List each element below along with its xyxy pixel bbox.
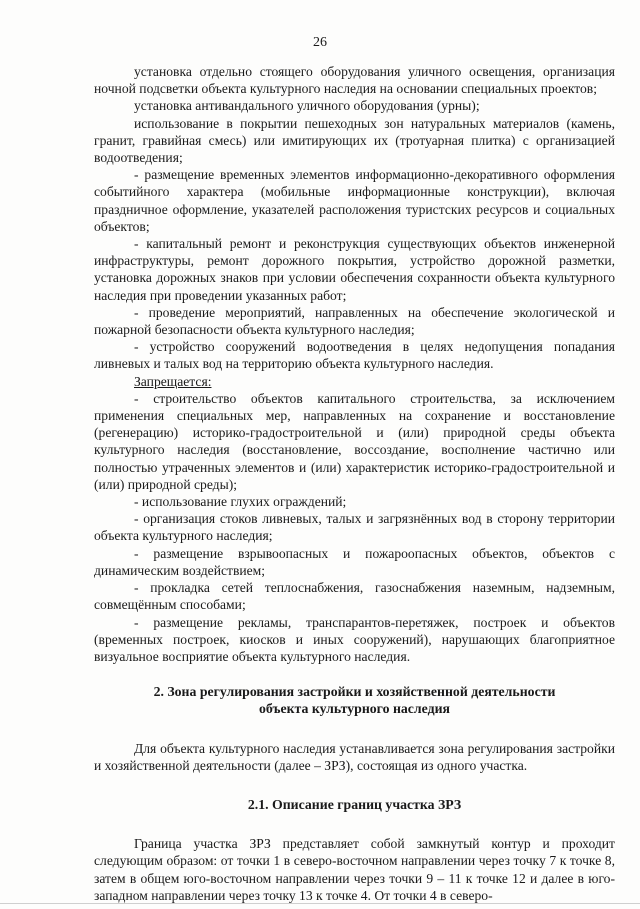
paragraph: - использование глухих ограждений; <box>134 494 347 510</box>
paragraph: - устройство сооружений водоотведения в целях недопущения попадания ливневых и талых вод на территорию объекта культурного наследия. <box>94 339 615 372</box>
spacer <box>94 774 615 796</box>
paragraph: - проведение мероприятий, направленных на обеспечение экологической и пожарной безопасности объекта культурного наследия; <box>94 304 615 338</box>
section-2-title <box>94 683 615 717</box>
paragraph: установка отдельно стоящего оборудования уличного освещения, организация ночной подсветки объекта культурного наследия на основании специальных проектов; <box>94 64 615 97</box>
paragraph: - размещение рекламы, транспарантов-перетяжек, построек и объектов (временных построек, киосков и иных сооружений), нарушающих благоприятное визуальное восприятие объекта культурного наследия. <box>94 614 615 664</box>
spacer <box>94 813 615 835</box>
section-2-1-title: 2.1. Описание границ участка ЗРЗ <box>247 796 462 812</box>
paragraph: - капитальный ремонт и реконструкция существующих объектов инженерной инфраструктуры, ремонт дорожного покрытия, устройство дорожной разметки, установка дорожных знаков при условии обеспечения сохранности объекта культурного наследия при проведении указанных работ; <box>94 236 615 303</box>
paragraph: - размещение взрывоопасных и пожароопасных объектов, объектов с динамическим воздействием; <box>94 545 615 578</box>
section-2-title-line1: 2. Зона регулирования застройки и хозяйственной деятельности <box>153 684 556 700</box>
forbidden-heading-line <box>94 373 615 390</box>
section-2-1-paragraph: Граница участка ЗРЗ представляет собой замкнутый контур и проходит следующим образом: от точки 1 в северо-восточном направлении через точку 7 к точке 8, затем в общем юго-восточном направлении через точки 9 – 11 к точке 12 и далее в юго-западном направлении через точку 13 к точке 4. От точки 4 в северо- <box>94 836 615 903</box>
paragraph: - организация стоков ливневых, талых и загрязнённых вод в сторону территории объекта культурного наследия; <box>94 511 615 544</box>
document-body <box>94 63 615 904</box>
paragraph: - прокладка сетей теплоснабжения, газоснабжения наземным, надземным, совмещённым способами; <box>94 580 615 613</box>
paragraph: установка антивандального уличного оборудования (урны); <box>134 98 480 114</box>
page-number: 26 <box>313 35 327 50</box>
paragraph: использование в покрытии пешеходных зон натуральных материалов (камень, гранит, гравийная смесь) или имитирующих их (тротуарная плитка) с организацией водоотведения; <box>94 115 615 166</box>
paragraph: - размещение временных элементов информационно-декоративного оформления событийного характера (мобильные информационные конструкции), включая праздничное оформление, указателей расположения туристских ресурсов и социальных объектов; <box>94 167 615 234</box>
scan-edge-line <box>0 903 640 904</box>
section-2-paragraph: Для объекта культурного наследия устанавливается зона регулирования застройки и хозяйственной деятельности (далее – ЗРЗ), состоящая из одного участка. <box>94 740 615 773</box>
forbidden-heading: Запрещается: <box>134 373 212 389</box>
paragraph: - строительство объектов капитального строительства, за исключением применения специальных мер, направленных на сохранение и восстановление (регенерацию) историко-градостроительной и (или) природной среды объекта культурного наследия (восстановление, воссоздание, восполнение частично или полностью утраченных элементов и (или) характеристик историко-градостроительной и (или) природной среды); <box>94 390 615 492</box>
section-2-title-line2: объекта культурного наследия <box>258 701 450 717</box>
spacer <box>94 665 615 683</box>
spacer <box>94 718 615 740</box>
